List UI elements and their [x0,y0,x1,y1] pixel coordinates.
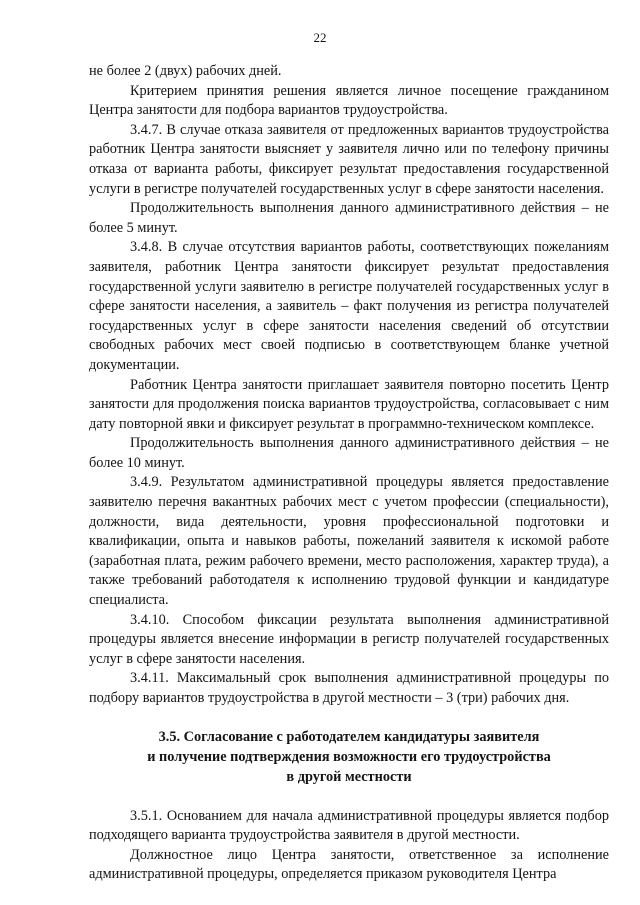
document-body [89,62,609,885]
paragraph-duration-10-min: Продолжительность выполнения данного административного действия – не более 10 минут. [89,435,609,471]
paragraph-duration-5-min: Продолжительность выполнения данного административного действия – не более 5 минут. [89,200,609,236]
paragraph-criterion: Критерием принятия решения является личное посещение гражданином Центра занятости для подбора вариантов трудоустройства. [89,82,609,119]
paragraph-repeat-visit: Работник Центра занятости приглашает заявителя повторно посетить Центр занятости для продолжения поиска вариантов трудоустройства, согласовывает с ним дату повторной явки и фиксирует результат в программно-техническом комплексе. [89,376,609,432]
paragraph-3-4-9: 3.4.9. Результатом административной процедуры является предоставление заявителю перечня вакантных рабочих мест с учетом профессии (специальности), должности, вида деятельности, уровня профессиональной подготовки и квалификации, опыта и навыков работы, пожеланий заявителя к искомой работе (заработная плата, режим рабочего времени, место расположения, характер труда), а также требований работодателя к исполнению трудовой функции и кандидатуре специалиста. [89,474,609,609]
paragraph-3-4-8: 3.4.8. В случае отсутствия вариантов работы, соответствующих пожеланиям заявителя, работник Центра занятости фиксирует результат предоставления государственной услуги заявителю в регистре получателей государственных услуг в сфере занятости населения, а заявитель – факт получения из регистра получателей государственных услуг в сфере занятости населения сведений об отсутствии свободных рабочих мест своей подписью в соответствующем бланке учетной документации. [89,239,609,373]
paragraph-3-4-11: 3.4.11. Максимальный срок выполнения административной процедуры по подбору вариантов трудоустройства в другой местности – 3 (три) рабочих дня. [89,670,609,706]
paragraph-3-4-10: 3.4.10. Способом фиксации результата выполнения административной процедуры является внесение информации в регистр получателей государственных услуг в сфере занятости населения. [89,611,609,667]
section-heading-3-5 [89,727,609,787]
paragraph-3-5-1: 3.5.1. Основанием для начала административной процедуры является подбор подходящего варианта трудоустройства заявителя в другой местности. [89,807,609,844]
paragraph-responsible-official: Должностное лицо Центра занятости, ответственное за исполнение административной процедуры, определяется приказом руководителя Центра [89,846,609,883]
paragraph-3-4-7: 3.4.7. В случае отказа заявителя от предложенных вариантов трудоустройства работник Центра занятости выясняет у заявителя лично или по телефону причины отказа от варианта работы, фиксирует результат предоставления государственной услуги в регистре получателей государственных услуг в сфере занятости населения. [89,121,609,197]
section-heading-line: 3.5. Согласование с работодателем кандидатуры заявителя [158,728,540,745]
section-heading-line: в другой местности [286,768,412,785]
page-number: 22 [313,30,327,45]
paragraph-continuation: не более 2 (двух) рабочих дней. [89,63,282,79]
section-heading-line: и получение подтверждения возможности его трудоустройства [147,748,551,765]
